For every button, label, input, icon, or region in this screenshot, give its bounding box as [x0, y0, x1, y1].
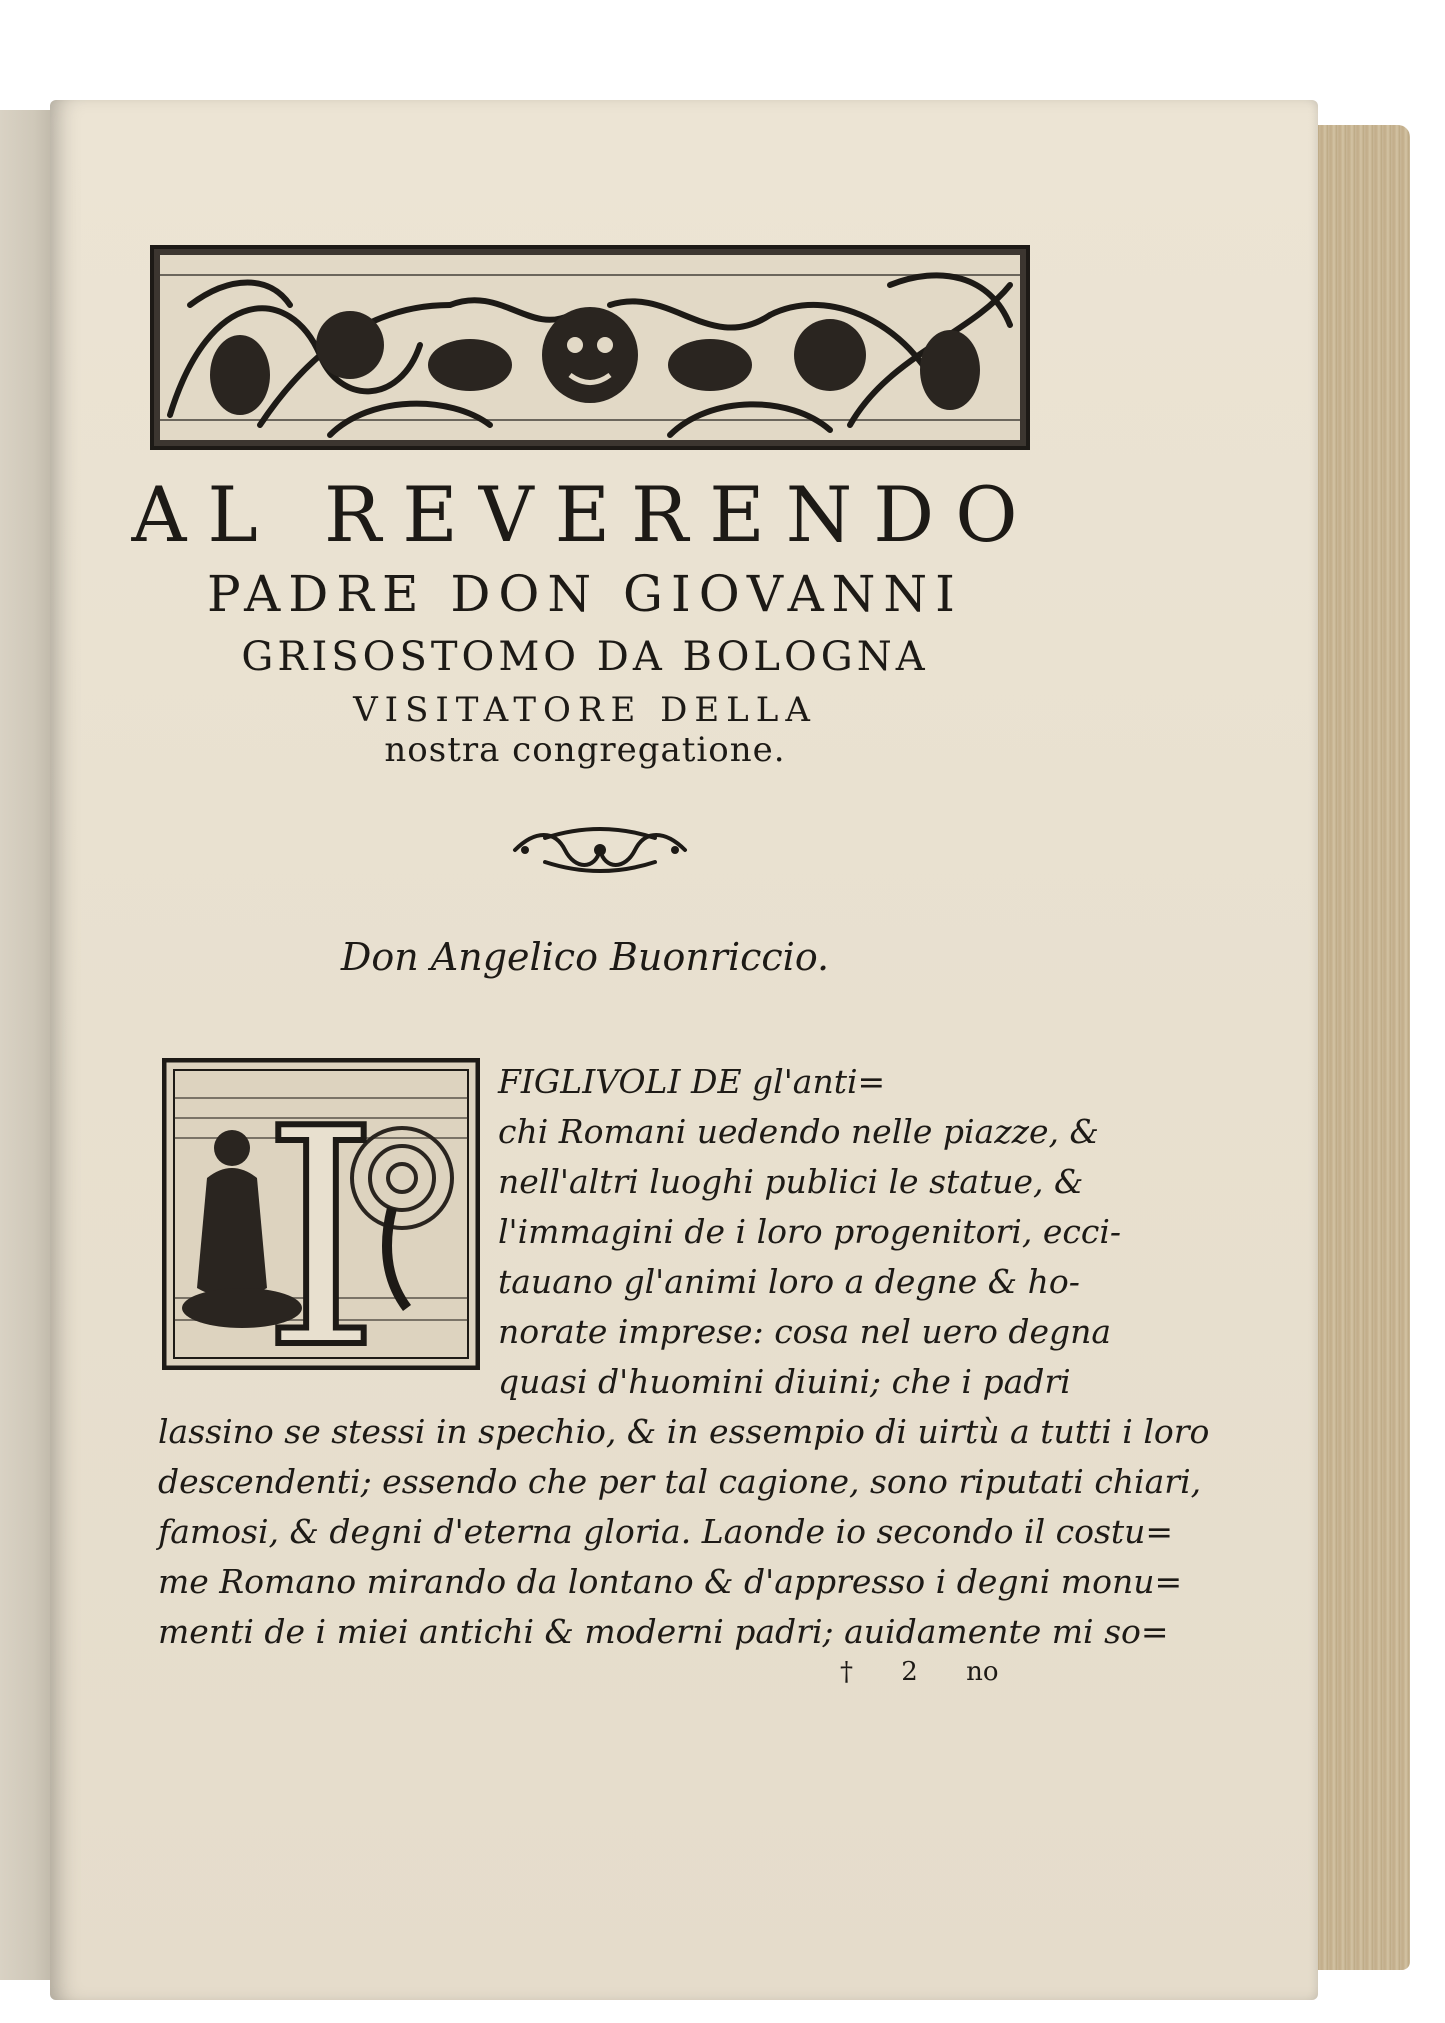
text-line: chi Romani uedendo nelle piazze, &	[498, 1112, 1099, 1151]
title-line-2: PADRE DON GIOVANNI	[207, 565, 963, 623]
text-line: menti de i miei antichi & moderni padri; auidamente mi so=	[158, 1612, 1169, 1651]
svg-text:I: I	[261, 1065, 381, 1370]
signature-mark	[840, 1657, 1038, 1687]
text-line: norate imprese: cosa nel uero degna	[498, 1312, 1112, 1351]
title-line-4: VISITATORE DELLA	[353, 690, 817, 730]
text-line: lassino se stessi in spechio, & in essempio di uirtù a tutti i loro	[158, 1412, 1210, 1451]
text-line: descendenti; essendo che per tal cagione, sono riputati chiari,	[158, 1462, 1202, 1501]
page-block-edges	[1310, 125, 1410, 1970]
text-line: me Romano mirando da lontano & d'appresso i degni monu=	[158, 1562, 1183, 1601]
title-line-3: GRISOSTOMO DA BOLOGNA	[241, 634, 929, 680]
text-line: FIGLIVOLI DE gl'anti=	[498, 1062, 886, 1101]
catchword: no	[966, 1657, 999, 1687]
woodcut-headpiece	[150, 245, 1030, 450]
signature-dagger: †	[840, 1657, 853, 1687]
text-line: l'immagini de i loro progenitori, ecci-	[498, 1212, 1122, 1251]
text-line: nell'altri luoghi publici le statue, &	[498, 1162, 1084, 1201]
author-name: Don Angelico Buonriccio.	[340, 935, 830, 979]
text-line: famosi, & degni d'eterna gloria. Laonde io secondo il costu=	[158, 1512, 1174, 1551]
signature-number: 2	[901, 1657, 918, 1687]
title-line-5: nostra congregatione.	[384, 730, 786, 770]
title-line-1: AL REVERENDO	[131, 470, 1039, 559]
text-line: quasi d'huomini diuini; che i padri	[498, 1362, 1071, 1401]
fleuron-ornament	[505, 820, 695, 880]
woodcut-initial-letter	[162, 1058, 480, 1370]
text-line: tauano gl'animi loro a degne & ho-	[498, 1262, 1080, 1301]
